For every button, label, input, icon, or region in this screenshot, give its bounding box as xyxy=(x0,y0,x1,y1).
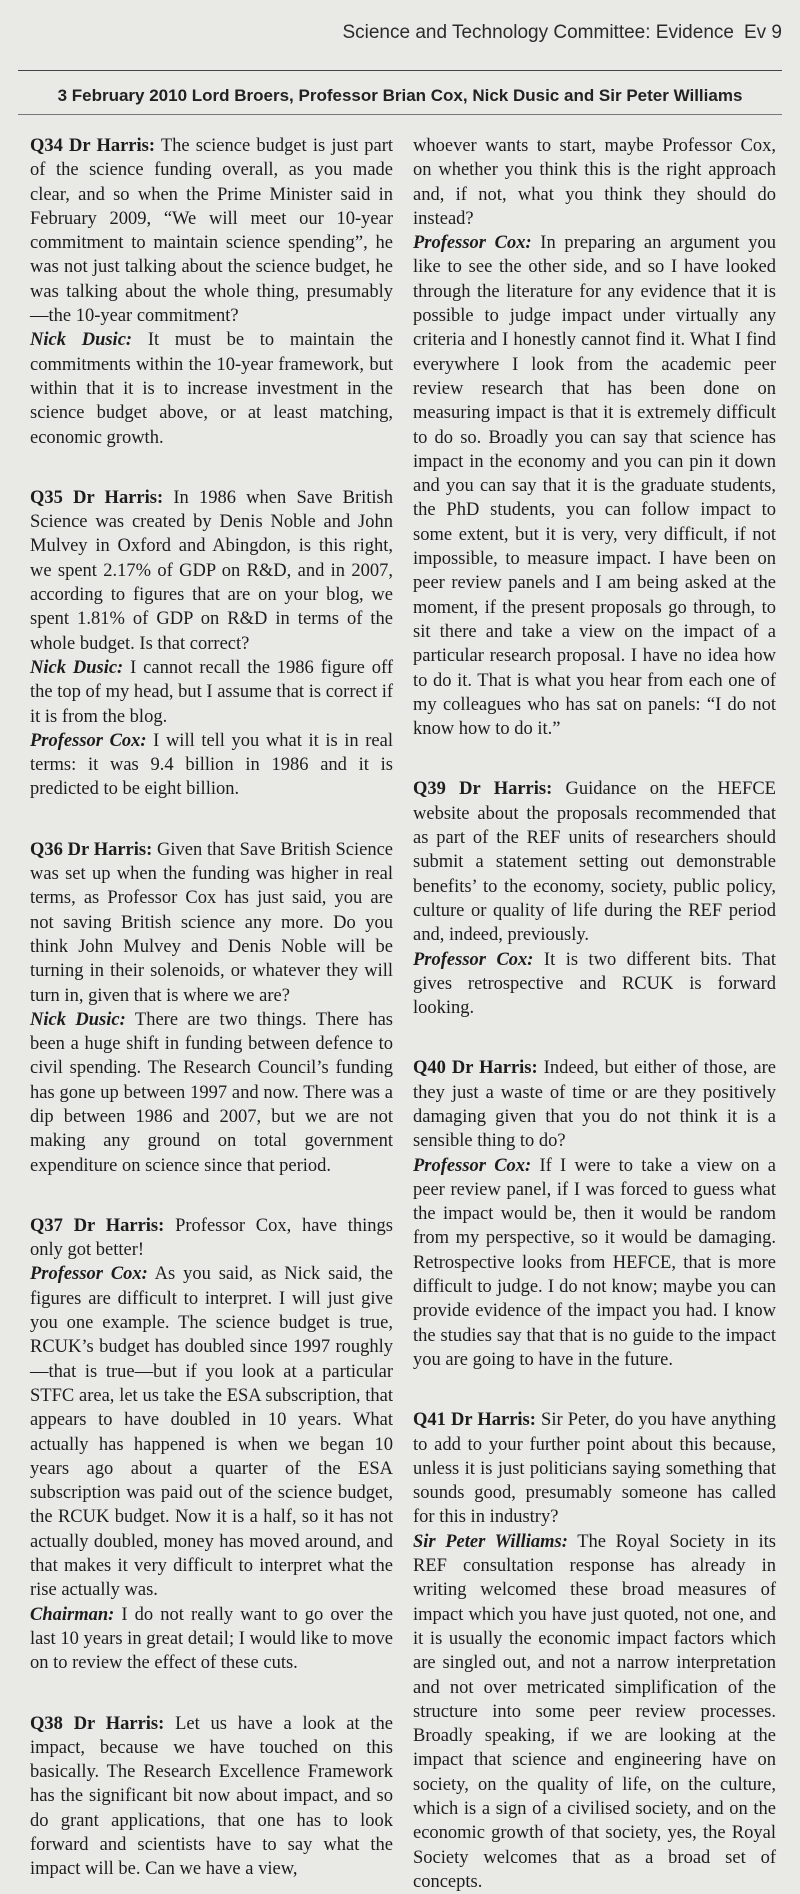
speaker-name: Professor Cox: xyxy=(413,949,534,970)
header-rule xyxy=(18,70,782,71)
question-text: Guidance on the HEFCE website about the proposals recommended that as part of the REF units of researchers should submit a statement setting out demonstrable benefits’ to the economy, society, public policy, culture or quality of life during the REF period and, indeed, previously. xyxy=(413,779,776,946)
question-block xyxy=(30,1214,393,1676)
running-head xyxy=(342,22,782,44)
question-block xyxy=(30,1712,393,1882)
answer-text: There are two things. There has been a huge shift in funding between defence to civil spending. The Research Council’s funding has gone up between 1997 and now. There was a dip between 1986 and 2007, but we are not making any ground on total government expenditure on science since that period. xyxy=(30,1009,393,1176)
question-block xyxy=(30,486,393,802)
answer-text: It is two different bits. That gives retrospective and RCUK is forward looking. xyxy=(413,949,776,1019)
answer-paragraph xyxy=(413,1154,776,1373)
question-paragraph xyxy=(413,1056,776,1153)
question-paragraph xyxy=(413,1408,776,1529)
speaker-name: Professor Cox: xyxy=(413,233,532,254)
answer-paragraph xyxy=(30,729,393,802)
left-column xyxy=(30,134,394,1880)
question-label: Q40 Dr Harris: xyxy=(413,1058,538,1079)
question-text: In 1986 when Save British Science was created by Denis Noble and John Mulvey in Oxford and Abingdon, is this right, we spent 2.17% of GDP on R&D, and in 2007, according to figures that are on your blog, we spent 1.81% of GDP on R&D in terms of the whole budget. Is that correct? xyxy=(30,487,393,654)
page-number: Ev 9 xyxy=(743,22,782,43)
speaker-name: Chairman: xyxy=(30,1604,115,1625)
question-label: Q39 Dr Harris: xyxy=(413,779,553,800)
question-block xyxy=(413,1408,776,1894)
question-paragraph xyxy=(30,134,393,328)
question-block xyxy=(413,1056,776,1372)
speaker-name: Nick Dusic: xyxy=(30,330,133,351)
speaker-name: Professor Cox: xyxy=(30,730,147,751)
speaker-name: Nick Dusic: xyxy=(30,657,124,678)
answer-paragraph xyxy=(413,948,776,1021)
answer-text: I will tell you what it is in real terms: it was 9.4 billion in 1986 and it is predicted to be eight billion. xyxy=(30,730,393,800)
question-block xyxy=(413,777,776,1020)
question-label: Q34 Dr Harris: xyxy=(30,136,156,156)
question-text: whoever wants to start, maybe Professor Cox, on whether you think this is the right approach and, if not, what you think they should do instead? xyxy=(413,136,776,229)
subhead-rule xyxy=(18,114,782,115)
page-header xyxy=(0,0,800,62)
question-block xyxy=(30,838,393,1178)
speaker-name: Nick Dusic: xyxy=(30,1009,126,1030)
speaker-name: Sir Peter Williams: xyxy=(413,1531,568,1552)
question-label: Q41 Dr Harris: xyxy=(413,1410,536,1431)
answer-paragraph xyxy=(30,328,393,449)
question-text: Indeed, but either of those, are they just a waste of time or are they positively damaging given that you do not think it is a sensible thing to do? xyxy=(413,1058,776,1152)
question-text: Given that Save British Science was set up when the funding was higher in real terms, as Professor Cox has just said, you are not saving British science any more. Do you think John Mulvey and Denis Noble will be turning in their solenoids, or whatever they will turn in, given that is where we are? xyxy=(30,839,393,1006)
answer-text: If I were to take a view on a peer review panel, if I was forced to guess what the impact would be, then it would be random from my perspective, so it would be damaging. Retrospective looks from HEFCE, that is more difficult to judge. I do not know; maybe you can provide evidence of the impact you had. I know the studies say that that is no guide to the impact you are going to have in the future. xyxy=(413,1155,776,1370)
question-label: Q37 Dr Harris: xyxy=(30,1215,165,1236)
question-paragraph xyxy=(413,777,776,947)
answer-text: I cannot recall the 1986 figure off the top of my head, but I assume that is correct if it is from the blog. xyxy=(30,657,393,727)
question-block xyxy=(30,134,393,450)
session-line: 3 February 2010 Lord Broers, Professor Brian Cox, Nick Dusic and Sir Peter Williams xyxy=(57,86,743,105)
answer-text: In preparing an argument you like to see the other side, and so I have looked through the literature for any evidence that it is possible to judge impact under virtually any criteria and I honestly cannot find it. What I find everywhere I look from the academic peer review research that has been done on measuring impact is that it is extremely difficult to do so. Broadly you can say that science has impact in the economy and you can pin it down and you can say that it is the graduate students, the PhD students, you can follow impact to some extent, but it is very, very difficult, if not impossible, to measure impact. I have been on peer review panels and I am being asked at the moment, if the present proposals go through, to sit there and take a view on the impact of a particular research proposal. I have no idea how to do it. That is what you hear from each one of my colleagues who has sat on panels: “I do not know how to do it.” xyxy=(413,233,776,740)
question-label: Q38 Dr Harris: xyxy=(30,1713,165,1734)
answer-paragraph xyxy=(413,1530,776,1894)
answer-text: I do not really want to go over the last 10 years in great detail; I would like to move on to review the effect of these cuts. xyxy=(30,1604,393,1674)
answer-paragraph xyxy=(413,231,776,741)
question-text: Professor Cox, have things only got better! xyxy=(30,1215,393,1261)
answer-paragraph xyxy=(30,656,393,729)
question-paragraph xyxy=(30,838,393,1008)
answer-text: It must be to maintain the commitments within the 10-year framework, but within that it is to increase investment in the science budget above, or at least matching, economic growth. xyxy=(30,330,394,448)
question-paragraph xyxy=(413,134,776,231)
answer-paragraph xyxy=(30,1603,393,1676)
question-paragraph xyxy=(30,1712,393,1882)
question-text: The science budget is just part of the science funding overall, as you made clear, and so when the Prime Minister said in February 2009, “We will meet our 10-year commitment to maintain science spending”, he was not just talking about the science budget, he was talking about the whole thing, presumably—the 10-year commitment? xyxy=(30,136,393,327)
question-text: Let us have a look at the impact, because we have touched on this basically. The Research Excellence Framework has the significant bit now about impact, and so do grant applications, that one has to look forward and scientists have to say what the impact will be. Can we have a view, xyxy=(30,1713,393,1880)
transcript-columns xyxy=(30,134,776,1892)
question-label: Q35 Dr Harris: xyxy=(30,487,164,508)
question-block xyxy=(413,134,776,741)
speaker-name: Professor Cox: xyxy=(30,1264,148,1285)
question-paragraph xyxy=(30,486,393,656)
answer-text: As you said, as Nick said, the figures are difficult to interpret. I will just give you one example. The science budget is true, RCUK’s budget has doubled since 1997 roughly—that is true—but if you look at a particular STFC area, let us take the ESA subscription, that appears to have doubled in 10 years. What actually has happened is when we began 10 years ago about a quarter of the ESA subscription was paid out of the science budget, the RCUK budget. Now it is a half, so it has not actually doubled, money has moved around, and that makes it very difficult to interpret what the rise actually was. xyxy=(30,1264,393,1601)
question-paragraph xyxy=(30,1214,393,1263)
answer-paragraph xyxy=(30,1008,393,1178)
running-title: Science and Technology Committee: Evidence xyxy=(342,22,734,43)
answer-paragraph xyxy=(30,1262,393,1602)
question-label: Q36 Dr Harris: xyxy=(30,839,153,860)
question-text: Sir Peter, do you have anything to add to your further point about this because, unless it is just politicians saying something that sounds good, presumably someone has called for this in industry? xyxy=(413,1410,776,1528)
answer-text: The Royal Society in its REF consultation response has already in writing welcomed these broad measures of impact which you have just quoted, not one, and it is usually the economic impact factors which are singled out, and not a narrow interpretation and not over metricated simplification of the structure into some peer review processes. Broadly speaking, if we are looking at the impact that science and engineering have on society, on the quality of life, on the culture, which is a sign of a civilised society, and on the economic growth of that society, yes, the Royal Society welcomes that as a broad set of concepts. xyxy=(413,1531,776,1892)
speaker-name: Professor Cox: xyxy=(413,1155,532,1176)
right-column xyxy=(413,134,776,1892)
